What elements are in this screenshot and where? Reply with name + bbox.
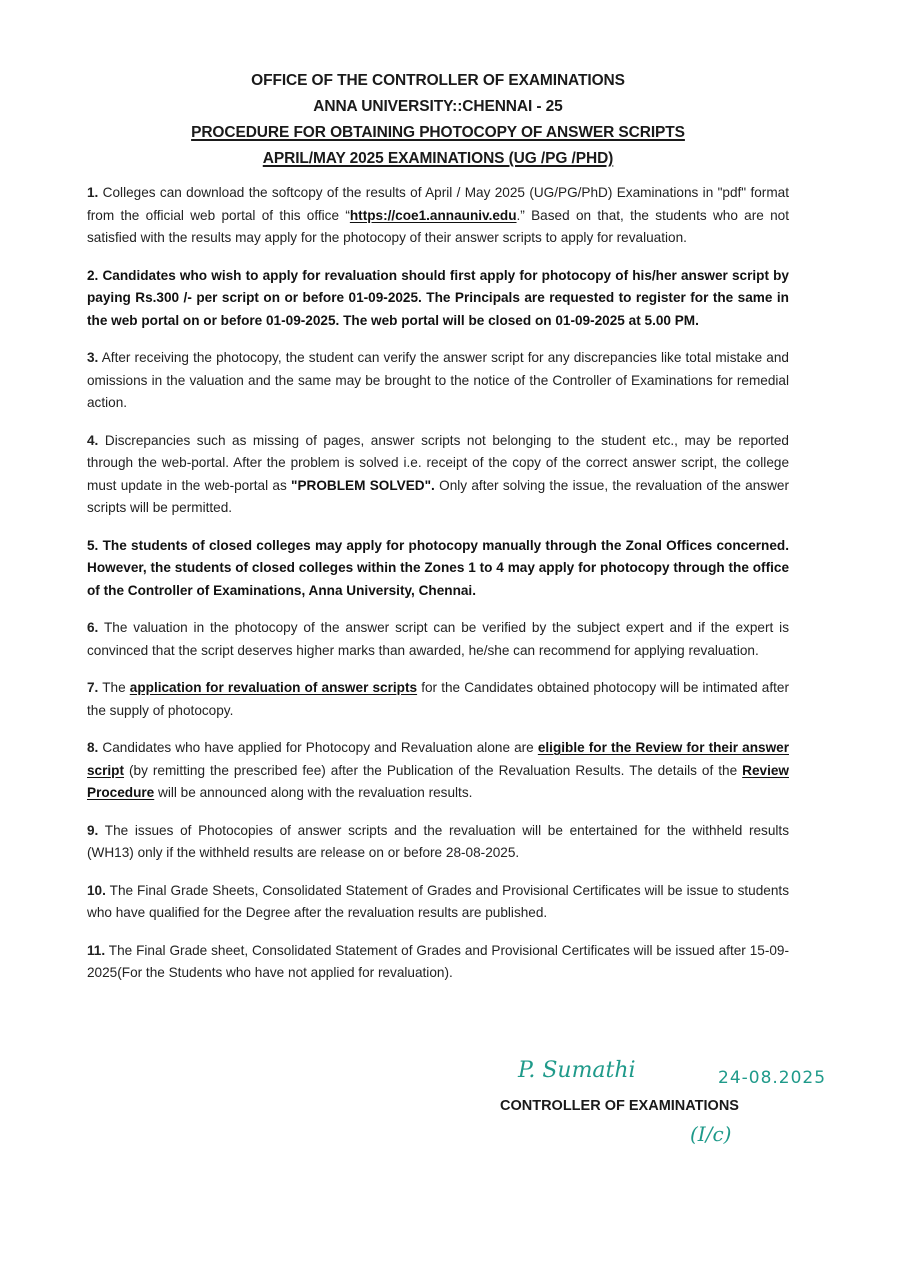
- notice-document: [87, 68, 789, 1000]
- signature-date: 24-08.2025: [718, 1068, 827, 1088]
- exam-session-title: APRIL/MAY 2025 EXAMINATIONS (UG /PG /PHD): [262, 150, 614, 167]
- review-eligibility-link[interactable]: eligible for the Review for their answer script: [87, 740, 789, 778]
- item-10: 10. The Final Grade Sheets, Consolidated Statement of Grades and Provisional Certificates will be issue to students who have qualified for the Degree after the revaluation results are published.: [87, 882, 789, 920]
- procedure-title: PROCEDURE FOR OBTAINING PHOTOCOPY OF ANSWER SCRIPTS: [191, 124, 685, 141]
- review-procedure-link[interactable]: Review Procedure: [87, 762, 789, 800]
- document-header: [87, 68, 789, 172]
- university-name: ANNA UNIVERSITY::CHENNAI - 25: [313, 98, 563, 115]
- item-3: 3. After receiving the photocopy, the student can verify the answer script for any discrepancies like total mistake and omissions in the valuation and the same may be brought to the notice of the Controller of Examinations for remedial action.: [87, 350, 789, 410]
- in-charge-mark: (I/c): [690, 1122, 732, 1146]
- item-1: 1. Colleges can download the softcopy of the results of April / May 2025 (UG/PG/PhD) Examinations in "pdf" format from the official web portal of this office “https://coe1.annauniv.edu.” Based on that, the students who are not satisfied with the results may apply for the photocopy of their answer scripts to apply for revaluation.: [87, 185, 789, 245]
- item-7: 7. The application for revaluation of answer scripts for the Candidates obtained photocopy will be intimated after the supply of photocopy.: [87, 680, 789, 718]
- item-2: 2. Candidates who wish to apply for revaluation should first apply for photocopy of his/her answer script by paying Rs.300 /- per script on or before 01-09-2025. The Principals are requested to register for the same in the web portal on or before 01-09-2025. The web portal will be closed on 01-09-2025 at 5.00 PM.: [87, 267, 789, 328]
- item-4: 4. Discrepancies such as missing of pages, answer scripts not belonging to the student etc., may be reported through the web-portal. After the problem is solved i.e. receipt of the copy of the correct answer script, the college must update in the web-portal as "PROBLEM SOLVED". Only after solving the issue, the revaluation of the answer scripts will be permitted.: [87, 432, 789, 515]
- item-6: 6. The valuation in the photocopy of the answer script can be verified by the subject expert and if the expert is convinced that the script deserves higher marks than awarded, he/she can recommend for applying revaluation.: [87, 620, 789, 658]
- signatory-title: CONTROLLER OF EXAMINATIONS: [500, 1098, 739, 1114]
- handwritten-signature: P. Sumathi: [518, 1058, 636, 1083]
- problem-solved-label: "PROBLEM SOLVED".: [291, 477, 435, 493]
- item-11: 11. The Final Grade sheet, Consolidated Statement of Grades and Provisional Certificates will be issued after 15-09-2025(For the Students who have not applied for revaluation).: [87, 942, 789, 980]
- portal-link[interactable]: https://coe1.annauniv.edu: [349, 207, 517, 223]
- item-9: 9. The issues of Photocopies of answer scripts and the revaluation will be entertained for the withheld results (WH13) only if the withheld results are release on or before 28-08-2025.: [87, 822, 789, 860]
- item-8: 8. Candidates who have applied for Photocopy and Revaluation alone are eligible for the Review for their answer script (by remitting the prescribed fee) after the Publication of the Revaluation Results. The details of the Review Procedure will be announced along with the revaluation results.: [87, 740, 789, 800]
- revaluation-application-link[interactable]: application for revaluation of answer scripts: [129, 680, 418, 695]
- office-title: OFFICE OF THE CONTROLLER OF EXAMINATIONS: [251, 72, 625, 89]
- item-5: 5. The students of closed colleges may apply for photocopy manually through the Zonal Offices concerned. However, the students of closed colleges within the Zones 1 to 4 may apply for photocopy through the office of the Controller of Examinations, Anna University, Chennai.: [87, 537, 789, 598]
